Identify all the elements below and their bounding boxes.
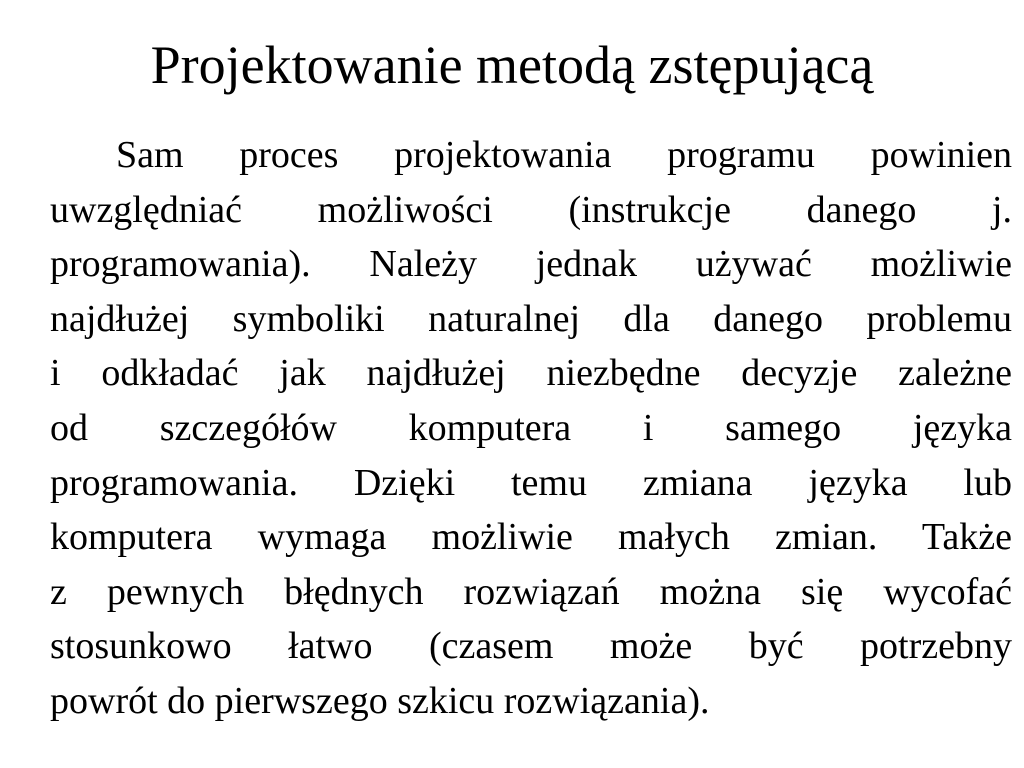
paragraph-line: Sam proces projektowania programu powinien (116, 134, 1012, 176)
paragraph-line: programowania). Należy jednak używać możliwie (50, 243, 1012, 286)
paragraph-line: powrót do pierwszego szkicu rozwiązania). (50, 679, 710, 722)
paragraph-line: najdłużej symboliki naturalnej dla danego problemu (50, 297, 1012, 340)
paragraph-line: programowania. Dzięki temu zmiana języka lub (50, 461, 1012, 504)
slide-paragraph (50, 128, 1012, 729)
slide-title: Projektowanie metodą zstępującą (150, 35, 874, 95)
paragraph-line: od szczegółów komputera i samego języka (50, 406, 1012, 449)
paragraph-line: i odkładać jak najdłużej niezbędne decyzje zależne (50, 352, 1012, 395)
paragraph-line: komputera wymaga możliwie małych zmian. Także (50, 516, 1012, 559)
paragraph-line: z pewnych błędnych rozwiązań można się wycofać (50, 570, 1012, 613)
paragraph-line: uwzględniać możliwości (instrukcje danego j. (50, 188, 1012, 231)
paragraph-line: stosunkowo łatwo (czasem może być potrzebny (50, 625, 1012, 668)
